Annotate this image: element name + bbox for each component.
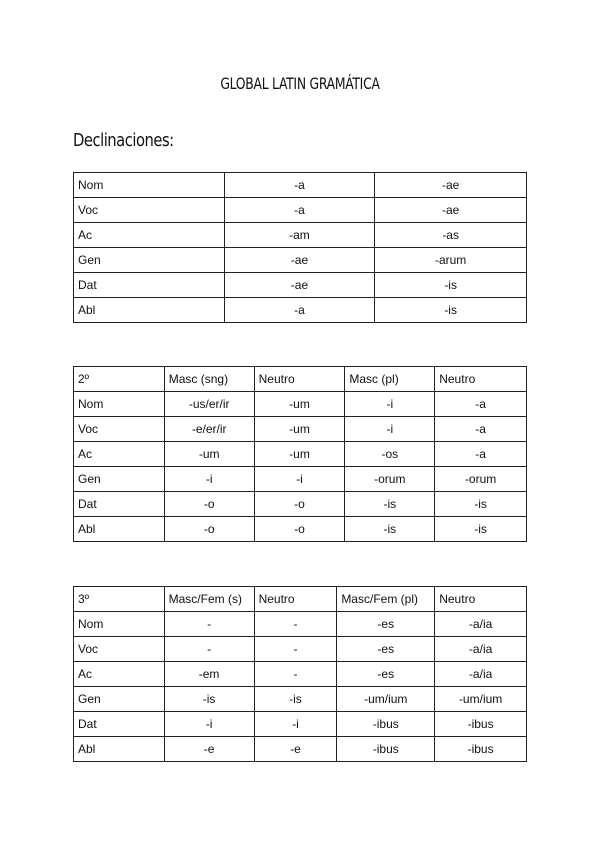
- ending-cell: -arum: [375, 248, 527, 273]
- column-header: Neutro: [435, 367, 527, 392]
- case-label: Ac: [74, 662, 165, 687]
- ending-cell: -um: [254, 392, 345, 417]
- case-label: Nom: [74, 173, 225, 198]
- table-row: [74, 223, 527, 248]
- case-label: Ac: [74, 223, 225, 248]
- column-header: Masc (sng): [164, 367, 254, 392]
- ending-cell: -a: [224, 298, 375, 323]
- page-title: GLOBAL LATIN GRAMÁTICA: [220, 74, 380, 93]
- ending-cell: -: [254, 612, 337, 637]
- ending-cell: -i: [254, 712, 337, 737]
- table-row: [74, 467, 527, 492]
- table-row: [74, 298, 527, 323]
- ending-cell: -ibus: [337, 712, 435, 737]
- column-header: Neutro: [435, 587, 527, 612]
- ending-cell: -i: [345, 392, 435, 417]
- table-row: [74, 492, 527, 517]
- case-label: Gen: [74, 687, 165, 712]
- ending-cell: -a: [435, 392, 527, 417]
- case-label: Dat: [74, 492, 165, 517]
- ending-cell: -is: [375, 298, 527, 323]
- section-heading: Declinaciones:: [73, 130, 174, 151]
- ending-cell: -ibus: [435, 712, 527, 737]
- ending-cell: -is: [375, 273, 527, 298]
- case-label: Nom: [74, 392, 165, 417]
- ending-cell: -o: [164, 492, 254, 517]
- ending-cell: -am: [224, 223, 375, 248]
- case-label: Voc: [74, 637, 165, 662]
- ending-cell: -e: [254, 737, 337, 762]
- table-row: [74, 687, 527, 712]
- ending-cell: -es: [337, 637, 435, 662]
- ending-cell: -a/ia: [435, 612, 527, 637]
- third-declension-table: [73, 586, 527, 762]
- table-row: [74, 273, 527, 298]
- third-declension-body: [74, 587, 527, 762]
- ending-cell: -um: [164, 442, 254, 467]
- ending-cell: -os: [345, 442, 435, 467]
- ending-cell: -um: [254, 442, 345, 467]
- table-row: [74, 198, 527, 223]
- ending-cell: -is: [254, 687, 337, 712]
- ending-cell: -ae: [375, 173, 527, 198]
- case-label: Gen: [74, 467, 165, 492]
- ending-cell: -orum: [345, 467, 435, 492]
- table-row: [74, 612, 527, 637]
- ending-cell: -ae: [375, 198, 527, 223]
- ending-cell: -um/ium: [435, 687, 527, 712]
- declension-label: 2º: [74, 367, 165, 392]
- ending-cell: -a: [224, 198, 375, 223]
- ending-cell: -e: [164, 737, 254, 762]
- case-label: Abl: [74, 298, 225, 323]
- ending-cell: -ae: [224, 248, 375, 273]
- case-label: Abl: [74, 737, 165, 762]
- ending-cell: -es: [337, 612, 435, 637]
- second-declension-body: [74, 367, 527, 542]
- declension-label: 3º: [74, 587, 165, 612]
- ending-cell: -is: [345, 492, 435, 517]
- table-row: [74, 417, 527, 442]
- first-declension-table: [73, 172, 527, 323]
- ending-cell: -o: [164, 517, 254, 542]
- ending-cell: -a: [435, 417, 527, 442]
- ending-cell: -as: [375, 223, 527, 248]
- case-label: Abl: [74, 517, 165, 542]
- first-declension-body: [74, 173, 527, 323]
- ending-cell: -us/er/ir: [164, 392, 254, 417]
- ending-cell: -um: [254, 417, 345, 442]
- table-header-row: [74, 367, 527, 392]
- column-header: Neutro: [254, 367, 345, 392]
- column-header: Masc/Fem (pl): [337, 587, 435, 612]
- case-label: Ac: [74, 442, 165, 467]
- ending-cell: -em: [164, 662, 254, 687]
- table-row: [74, 662, 527, 687]
- ending-cell: -ibus: [435, 737, 527, 762]
- ending-cell: -o: [254, 492, 345, 517]
- table-row: [74, 712, 527, 737]
- ending-cell: -um/ium: [337, 687, 435, 712]
- ending-cell: -: [254, 662, 337, 687]
- ending-cell: -is: [435, 492, 527, 517]
- ending-cell: -e/er/ir: [164, 417, 254, 442]
- case-label: Dat: [74, 273, 225, 298]
- ending-cell: -: [164, 637, 254, 662]
- ending-cell: -i: [164, 467, 254, 492]
- table-row: [74, 392, 527, 417]
- case-label: Voc: [74, 198, 225, 223]
- column-header: Masc (pl): [345, 367, 435, 392]
- ending-cell: -o: [254, 517, 345, 542]
- ending-cell: -a/ia: [435, 637, 527, 662]
- ending-cell: -i: [164, 712, 254, 737]
- ending-cell: -is: [435, 517, 527, 542]
- case-label: Dat: [74, 712, 165, 737]
- table-row: [74, 442, 527, 467]
- ending-cell: -ae: [224, 273, 375, 298]
- ending-cell: -is: [345, 517, 435, 542]
- case-label: Nom: [74, 612, 165, 637]
- ending-cell: -i: [345, 417, 435, 442]
- table-header-row: [74, 587, 527, 612]
- column-header: Masc/Fem (s): [164, 587, 254, 612]
- ending-cell: -a: [224, 173, 375, 198]
- ending-cell: -: [164, 612, 254, 637]
- ending-cell: -ibus: [337, 737, 435, 762]
- table-row: [74, 248, 527, 273]
- table-row: [74, 637, 527, 662]
- table-row: [74, 173, 527, 198]
- ending-cell: -: [254, 637, 337, 662]
- table-row: [74, 737, 527, 762]
- table-row: [74, 517, 527, 542]
- column-header: Neutro: [254, 587, 337, 612]
- case-label: Voc: [74, 417, 165, 442]
- ending-cell: -a/ia: [435, 662, 527, 687]
- ending-cell: -i: [254, 467, 345, 492]
- ending-cell: -es: [337, 662, 435, 687]
- ending-cell: -is: [164, 687, 254, 712]
- case-label: Gen: [74, 248, 225, 273]
- ending-cell: -a: [435, 442, 527, 467]
- second-declension-table: [73, 366, 527, 542]
- ending-cell: -orum: [435, 467, 527, 492]
